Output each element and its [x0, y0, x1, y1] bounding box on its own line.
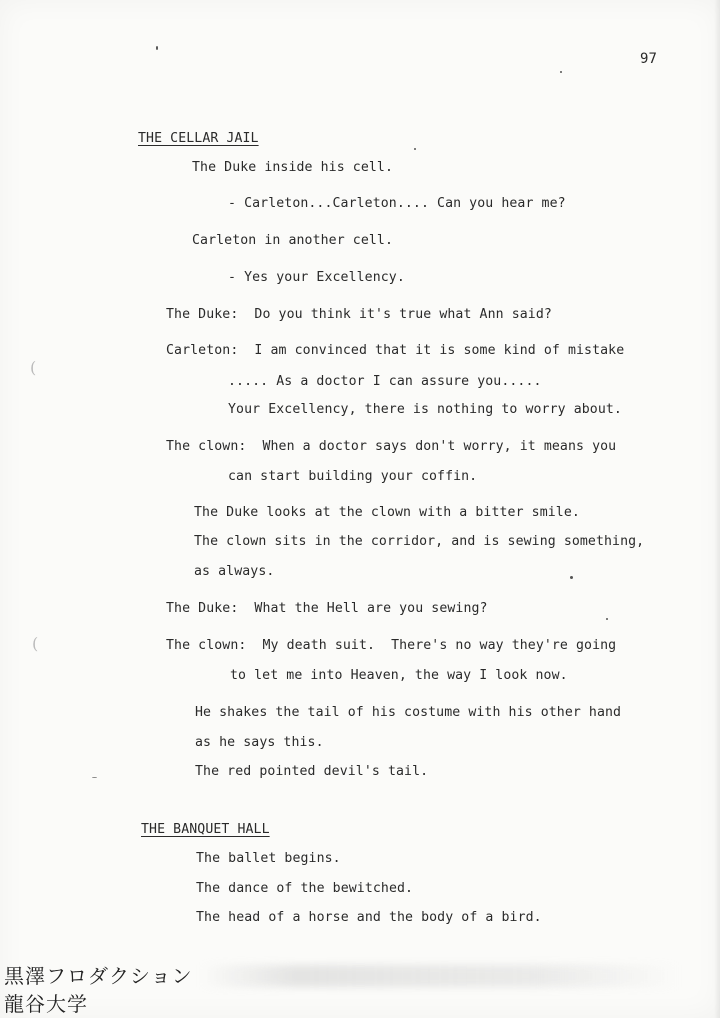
archive-watermark: [4, 962, 193, 1018]
ink-speck: [156, 46, 158, 50]
script-line: - Carleton...Carleton.... Can you hear me?: [228, 196, 566, 211]
ink-speck: [560, 71, 562, 73]
ink-speck: [606, 618, 608, 620]
page-edge-shadow: [714, 0, 720, 1018]
dialogue-line: The Duke: What the Hell are you sewing?: [166, 601, 488, 616]
script-line: The red pointed devil's tail.: [195, 764, 429, 779]
script-line: as he says this.: [195, 735, 324, 750]
dialogue-line: Carleton: I am convinced that it is some kind of mistake: [166, 343, 625, 358]
watermark-line-1: 黒澤フロダクション: [4, 964, 193, 988]
script-line: The Duke inside his cell.: [192, 160, 393, 175]
script-line: - Yes your Excellency.: [228, 270, 405, 285]
watermark-line-2: 龍谷大学: [4, 992, 88, 1016]
page-number: 97: [640, 51, 658, 67]
script-line: He shakes the tail of his costume with his other hand: [195, 705, 622, 720]
script-line: The ballet begins.: [196, 851, 341, 866]
paper-smudge: [200, 965, 680, 987]
margin-mark: (: [30, 358, 37, 377]
dialogue-line: The clown: My death suit. There's no way they're going: [166, 638, 617, 653]
margin-mark: (: [32, 634, 39, 653]
ink-speck: [92, 777, 97, 778]
ink-speck: [570, 576, 573, 579]
script-line: Carleton in another cell.: [192, 233, 393, 248]
script-line: The clown sits in the corridor, and is sewing something,: [194, 534, 645, 549]
script-line: The dance of the bewitched.: [196, 881, 414, 896]
scene-heading-cellar-jail: THE CELLAR JAIL: [138, 131, 259, 146]
script-line: The head of a horse and the body of a bird.: [196, 910, 542, 925]
scene-heading-banquet-hall: THE BANQUET HALL: [141, 822, 270, 837]
script-line: The Duke looks at the clown with a bitter smile.: [194, 505, 580, 520]
script-line: as always.: [194, 564, 275, 579]
ink-speck: [414, 148, 416, 150]
dialogue-line: The clown: When a doctor says don't worry, it means you: [166, 439, 617, 454]
dialogue-line: to let me into Heaven, the way I look now.: [230, 668, 568, 683]
dialogue-line: ..... As a doctor I can assure you.....: [228, 374, 542, 389]
dialogue-line: Your Excellency, there is nothing to worry about.: [228, 402, 622, 417]
dialogue-line: The Duke: Do you think it's true what Ann said?: [166, 307, 552, 322]
dialogue-line: can start building your coffin.: [228, 469, 478, 484]
